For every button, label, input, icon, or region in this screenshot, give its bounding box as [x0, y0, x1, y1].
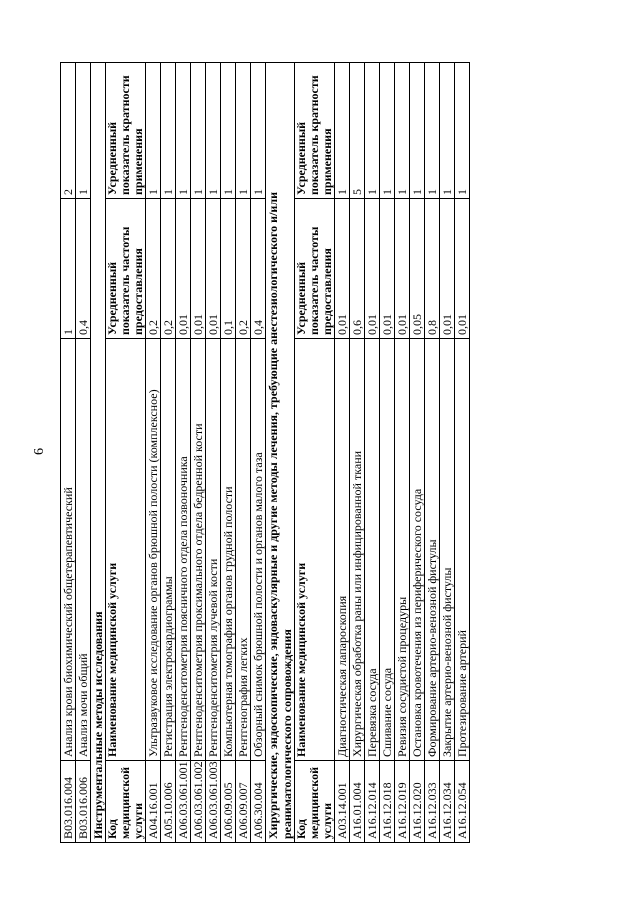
table-row: [410, 63, 425, 843]
service-code-cell: A06.03.061.003: [206, 761, 221, 843]
service-code-cell: A16.12.018: [380, 761, 395, 843]
section-title-cell: Инструментальные методы исследования: [91, 63, 106, 843]
frequency-cell: 0,6: [350, 199, 365, 339]
service-name-cell: Рентгенография легких: [236, 339, 251, 761]
multiplicity-cell: 1: [176, 63, 191, 199]
service-name-cell: Рентгеноденситометрия лучевой кости: [206, 339, 221, 761]
table-row: [425, 63, 440, 843]
frequency-cell: 0,01: [335, 199, 350, 339]
header-code-cell: Код медицинской услуги: [295, 761, 335, 843]
multiplicity-cell: 1: [191, 63, 206, 199]
frequency-cell: 0,2: [236, 199, 251, 339]
service-name-cell: Сшивание сосуда: [380, 339, 395, 761]
table-header-row: [295, 63, 335, 843]
section-title-cell: Хирургические, эндоскопические, эндоваскулярные и другие методы лечения, требующие анестезиологического и/или реаниматологического сопровождения: [266, 63, 295, 843]
multiplicity-cell: 1: [146, 63, 161, 199]
table-row: [380, 63, 395, 843]
table-header-row: [106, 63, 146, 843]
frequency-cell: 0,05: [410, 199, 425, 339]
service-code-cell: A04.16.001: [146, 761, 161, 843]
service-code-cell: A16.12.054: [455, 761, 470, 843]
service-name-cell: Хирургическая обработка раны или инфицированной ткани: [350, 339, 365, 761]
service-code-cell: A16.01.004: [350, 761, 365, 843]
table-row: [395, 63, 410, 843]
multiplicity-cell: 1: [251, 63, 266, 199]
frequency-cell: 0,4: [76, 199, 91, 339]
table-row: [191, 63, 206, 843]
rotated-document: [60, 63, 470, 843]
service-code-cell: A16.12.020: [410, 761, 425, 843]
table-row: [161, 63, 176, 843]
header-code-cell: Код медицинской услуги: [106, 761, 146, 843]
table-row: [206, 63, 221, 843]
multiplicity-cell: 1: [236, 63, 251, 199]
table-row: [76, 63, 91, 843]
multiplicity-cell: 1: [206, 63, 221, 199]
frequency-cell: 0,01: [365, 199, 380, 339]
multiplicity-cell: 2: [61, 63, 76, 199]
frequency-cell: 0,01: [206, 199, 221, 339]
service-code-cell: A06.09.007: [236, 761, 251, 843]
multiplicity-cell: 1: [335, 63, 350, 199]
service-code-cell: A16.12.019: [395, 761, 410, 843]
frequency-cell: 0,01: [380, 199, 395, 339]
header-name-cell: Наименование медицинской услуги: [106, 339, 146, 761]
section-title-instrumental: [91, 63, 106, 843]
service-name-cell: Регистрация электрокардиограммы: [161, 339, 176, 761]
frequency-cell: 0,1: [221, 199, 236, 339]
service-code-cell: A06.03.061.001: [176, 761, 191, 843]
section-title-surgical: [266, 63, 295, 843]
service-code-cell: A16.12.034: [440, 761, 455, 843]
table-row: [176, 63, 191, 843]
multiplicity-cell: 1: [410, 63, 425, 199]
multiplicity-cell: 1: [161, 63, 176, 199]
multiplicity-cell: 1: [425, 63, 440, 199]
frequency-cell: 0,01: [395, 199, 410, 339]
table-row: [61, 63, 76, 843]
header-frequency-cell: Усредненный показатель частоты предоставления: [106, 199, 146, 339]
frequency-cell: 0,4: [251, 199, 266, 339]
table-row: [455, 63, 470, 843]
table-row: [335, 63, 350, 843]
service-name-cell: Ревизия сосудистой процедуры: [395, 339, 410, 761]
service-name-cell: Анализ крови биохимический общетерапевтический: [61, 339, 76, 761]
page-number: 6: [32, 448, 47, 455]
service-code-cell: A06.30.004: [251, 761, 266, 843]
service-name-cell: Перевязка сосуда: [365, 339, 380, 761]
multiplicity-cell: 1: [455, 63, 470, 199]
services-table: [60, 62, 470, 843]
service-name-cell: Рентгеноденситометрия поясничного отдела позвоночника: [176, 339, 191, 761]
header-multiplicity-cell: Усредненный показатель кратности применения: [106, 63, 146, 199]
frequency-cell: 0,01: [440, 199, 455, 339]
frequency-cell: 1: [61, 199, 76, 339]
multiplicity-cell: 1: [380, 63, 395, 199]
service-name-cell: Диагностическая лапароскопия: [335, 339, 350, 761]
frequency-cell: 0,01: [191, 199, 206, 339]
frequency-cell: 0,2: [161, 199, 176, 339]
frequency-cell: 0,01: [455, 199, 470, 339]
multiplicity-cell: 1: [365, 63, 380, 199]
multiplicity-cell: 5: [350, 63, 365, 199]
table-row: [365, 63, 380, 843]
service-code-cell: A06.03.061.002: [191, 761, 206, 843]
service-name-cell: Рентгеноденситометрия проксимального отдела бедренной кости: [191, 339, 206, 761]
header-multiplicity-cell: Усредненный показатель кратности применения: [295, 63, 335, 199]
table-row: [146, 63, 161, 843]
frequency-cell: 0,8: [425, 199, 440, 339]
service-name-cell: Ультразвуковое исследование органов брюшной полости (комплексное): [146, 339, 161, 761]
multiplicity-cell: 1: [395, 63, 410, 199]
table-row: [221, 63, 236, 843]
service-name-cell: Анализ мочи общий: [76, 339, 91, 761]
table-row: [440, 63, 455, 843]
multiplicity-cell: 1: [76, 63, 91, 199]
service-code-cell: B03.016.004: [61, 761, 76, 843]
service-code-cell: A06.09.005: [221, 761, 236, 843]
multiplicity-cell: 1: [440, 63, 455, 199]
services-table-body: [61, 63, 470, 843]
service-name-cell: Формирование артерио-венозной фистулы: [425, 339, 440, 761]
service-code-cell: A03.14.001: [335, 761, 350, 843]
frequency-cell: 0,01: [176, 199, 191, 339]
header-name-cell: Наименование медицинской услуги: [295, 339, 335, 761]
service-code-cell: A16.12.014: [365, 761, 380, 843]
frequency-cell: 0,2: [146, 199, 161, 339]
service-code-cell: B03.016.006: [76, 761, 91, 843]
service-name-cell: Остановка кровотечения из периферического сосуда: [410, 339, 425, 761]
service-name-cell: Компьютерная томография органов грудной полости: [221, 339, 236, 761]
table-row: [350, 63, 365, 843]
service-code-cell: A05.10.006: [161, 761, 176, 843]
service-code-cell: A16.12.033: [425, 761, 440, 843]
header-frequency-cell: Усредненный показатель частоты предоставления: [295, 199, 335, 339]
table-row: [236, 63, 251, 843]
service-name-cell: Протезирование артерий: [455, 339, 470, 761]
multiplicity-cell: 1: [221, 63, 236, 199]
service-name-cell: Обзорный снимок брюшной полости и органов малого таза: [251, 339, 266, 761]
service-name-cell: Закрытие артерио-венозной фистулы: [440, 339, 455, 761]
table-row: [251, 63, 266, 843]
